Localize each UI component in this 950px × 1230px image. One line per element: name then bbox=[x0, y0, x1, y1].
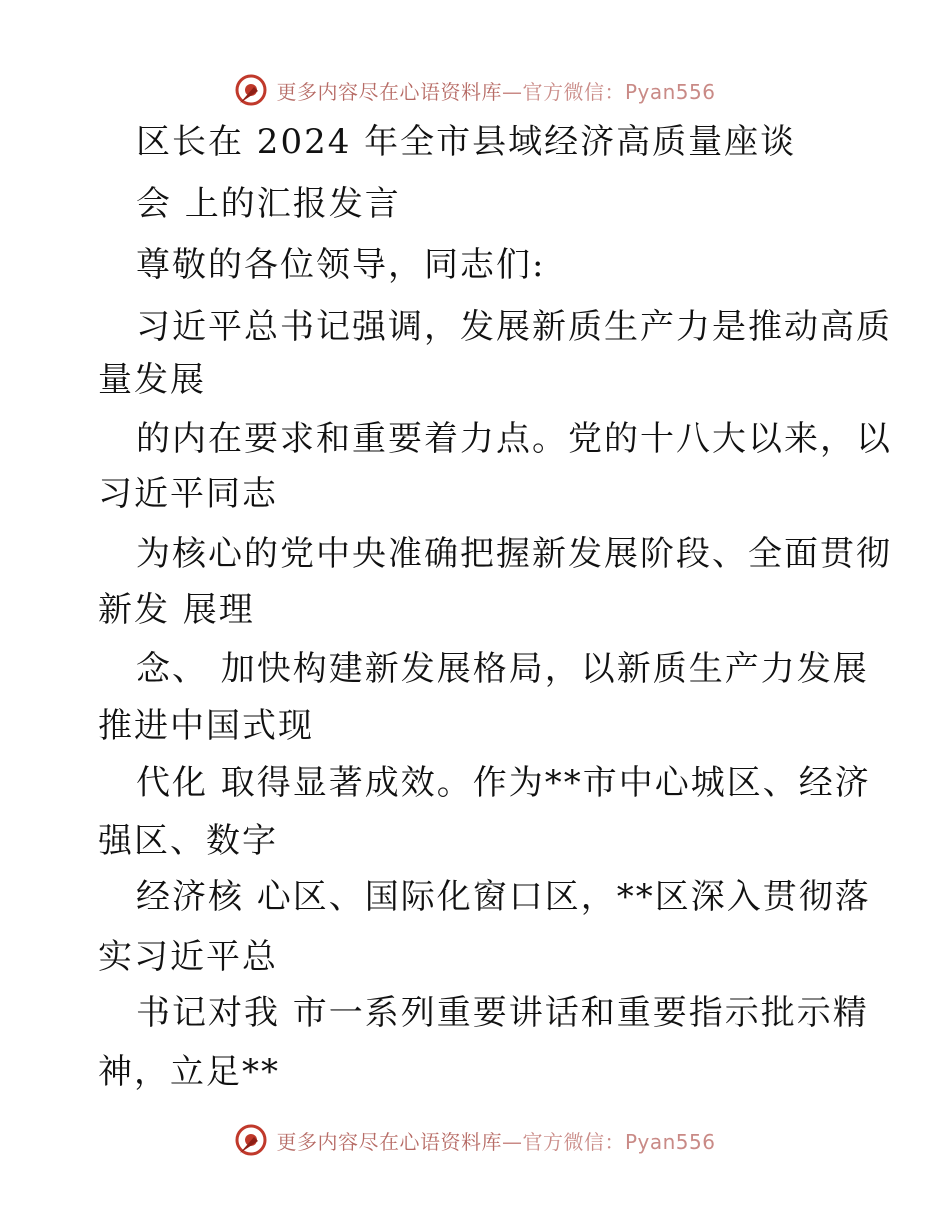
paragraph-line: 书记对我 市一系列重要讲话和重要指示批示精 bbox=[136, 993, 869, 1033]
paragraph-line: 量发展 bbox=[98, 360, 206, 400]
title-line-2: 会 上的汇报发言 bbox=[136, 184, 401, 224]
watermark-text bbox=[276, 76, 715, 105]
pen-logo-icon bbox=[234, 73, 268, 107]
paragraph-line: 经济核 心区、国际化窗口区，**区深入贯彻落 bbox=[136, 877, 871, 917]
paragraph-line: 实习近平总 bbox=[98, 937, 278, 977]
paragraph-line: 强区、数字 bbox=[98, 821, 278, 861]
paragraph-line: 习近平同志 bbox=[98, 474, 278, 514]
paragraph-line: 为核心的党中央准确把握新发展阶段、全面贯彻 bbox=[136, 534, 892, 574]
footer-watermark bbox=[0, 1120, 950, 1160]
paragraph-line: 代化 取得显著成效。作为**市中心城区、经济 bbox=[136, 763, 871, 803]
header-watermark bbox=[0, 70, 950, 110]
title-line-1: 区长在 2024 年全市县域经济高质量座谈 bbox=[136, 122, 797, 162]
paragraph-line: 推进中国式现 bbox=[98, 706, 314, 746]
paragraph-line: 念、 加快构建新发展格局，以新质生产力发展 bbox=[136, 649, 869, 689]
watermark-tail: —官方微信：Pyan556 bbox=[501, 79, 716, 104]
watermark-text bbox=[276, 1126, 715, 1155]
paragraph-line: 神，立足** bbox=[98, 1052, 280, 1092]
paragraph-line: 新发 展理 bbox=[98, 590, 255, 630]
pen-logo-icon bbox=[234, 1123, 268, 1157]
paragraph-line: 习近平总书记强调，发展新质生产力是推动高质 bbox=[136, 307, 892, 347]
watermark-main: 更多内容尽在心语资料库 bbox=[276, 1129, 502, 1154]
paragraph-line: 的内在要求和重要着力点。党的十八大以来，以 bbox=[136, 419, 892, 459]
watermark-tail: —官方微信：Pyan556 bbox=[501, 1129, 716, 1154]
salutation: 尊敬的各位领导，同志们: bbox=[136, 245, 546, 285]
watermark-main: 更多内容尽在心语资料库 bbox=[276, 79, 502, 104]
